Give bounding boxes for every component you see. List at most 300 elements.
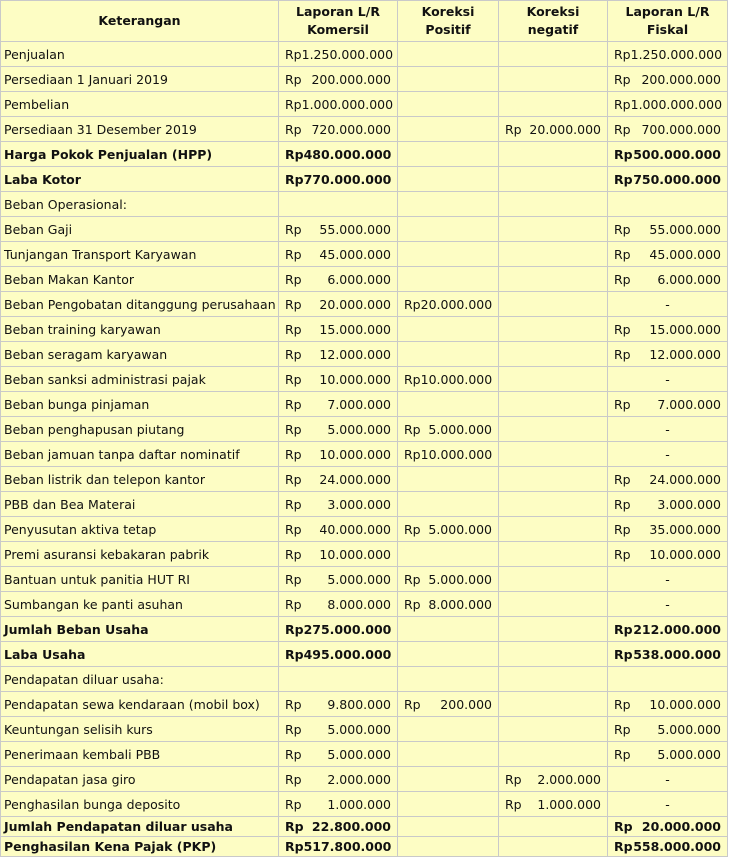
fiskal-cell (608, 517, 728, 542)
header-fiskal-line2: Fiskal (646, 22, 689, 37)
fiskal-value: - (608, 567, 728, 592)
komersil-cell (279, 542, 398, 567)
fiskal-amount (614, 47, 721, 62)
negatif-empty-cell (499, 392, 608, 417)
table-row (1, 492, 728, 517)
row-label: Beban Makan Kantor (1, 267, 279, 292)
table-row (1, 267, 728, 292)
fiskal-cell (608, 142, 728, 167)
negatif-empty-cell (499, 817, 608, 837)
positif-value: 8.000.000 (428, 596, 492, 612)
komersil-value: 3.000.000 (327, 496, 391, 512)
currency-label: Rp (404, 296, 421, 312)
fiskal-value: - (608, 792, 728, 817)
negatif-cell (499, 117, 608, 142)
currency-label: Rp (614, 521, 631, 537)
komersil-amount (285, 272, 391, 287)
komersil-cell (279, 567, 398, 592)
currency-label: Rp (285, 839, 304, 854)
negatif-empty-cell (499, 367, 608, 392)
komersil-value: 6.000.000 (327, 271, 391, 287)
table-row (1, 317, 728, 342)
table-row (1, 42, 728, 67)
currency-label: Rp (285, 346, 302, 362)
currency-label: Rp (614, 46, 631, 62)
negatif-empty-cell (499, 717, 608, 742)
komersil-value: 5.000.000 (327, 746, 391, 762)
currency-label: Rp (285, 421, 302, 437)
komersil-value: 24.000.000 (319, 471, 391, 487)
komersil-value: 1.000.000.000 (301, 96, 394, 112)
negatif-empty-cell (499, 667, 608, 692)
header-komersil-line1: Laporan L/R (296, 4, 380, 19)
positif-amount (404, 372, 492, 387)
positif-amount (404, 597, 492, 612)
komersil-amount (285, 839, 391, 854)
currency-label: Rp (614, 121, 631, 137)
row-label: Penghasilan bunga deposito (1, 792, 279, 817)
positif-empty-cell (398, 242, 499, 267)
positif-empty-cell (398, 67, 499, 92)
fiskal-amount (614, 647, 721, 662)
row-label: Laba Kotor (1, 167, 279, 192)
positif-empty-cell (398, 342, 499, 367)
positif-empty-cell (398, 392, 499, 417)
komersil-amount (285, 422, 391, 437)
komersil-cell (279, 42, 398, 67)
fiskal-value: 7.000.000 (657, 396, 721, 412)
table-body (1, 42, 728, 857)
positif-empty-cell (398, 742, 499, 767)
table-row (1, 517, 728, 542)
header-keterangan: Keterangan (1, 1, 279, 42)
positif-cell (398, 442, 499, 467)
fiskal-amount (614, 697, 721, 712)
positif-amount (404, 297, 492, 312)
fiskal-amount (614, 839, 721, 854)
komersil-amount (285, 247, 391, 262)
komersil-cell (279, 342, 398, 367)
fiskal-value: - (608, 292, 728, 317)
fiskal-amount (614, 819, 721, 834)
row-label: Beban bunga pinjaman (1, 392, 279, 417)
negatif-empty-cell (499, 492, 608, 517)
fiskal-value: 1.250.000.000 (630, 46, 723, 62)
table-row (1, 542, 728, 567)
komersil-cell (279, 617, 398, 642)
currency-label: Rp (285, 221, 302, 237)
row-label: Beban Pengobatan ditanggung perusahaan (1, 292, 279, 317)
positif-empty-cell (398, 667, 499, 692)
komersil-cell (279, 492, 398, 517)
komersil-cell (279, 792, 398, 817)
positif-cell (398, 567, 499, 592)
row-label: Penghasilan Kena Pajak (PKP) (1, 837, 279, 857)
negatif-empty-cell (499, 617, 608, 642)
fiskal-value: - (608, 592, 728, 617)
positif-empty-cell (398, 192, 499, 217)
table-row (1, 817, 728, 837)
currency-label: Rp (614, 221, 631, 237)
table-row (1, 837, 728, 857)
positif-value: 5.000.000 (428, 421, 492, 437)
komersil-amount (285, 172, 391, 187)
komersil-amount (285, 572, 391, 587)
currency-label: Rp (614, 496, 631, 512)
positif-empty-cell (398, 42, 499, 67)
komersil-amount (285, 597, 391, 612)
negatif-empty-cell (499, 217, 608, 242)
row-label: Keuntungan selisih kurs (1, 717, 279, 742)
komersil-cell (279, 467, 398, 492)
positif-empty-cell (398, 467, 499, 492)
currency-label: Rp (505, 121, 522, 137)
row-label: Beban jamuan tanpa daftar nominatif (1, 442, 279, 467)
negatif-empty-cell (499, 542, 608, 567)
fiskal-value: 24.000.000 (649, 471, 721, 487)
fiskal-amount (614, 347, 721, 362)
komersil-amount (285, 222, 391, 237)
komersil-value: 2.000.000 (327, 771, 391, 787)
fiskal-value: 500.000.000 (633, 146, 721, 162)
positif-cell (398, 367, 499, 392)
fiskal-amount (614, 522, 721, 537)
fiskal-cell (608, 692, 728, 717)
row-label: PBB dan Bea Materai (1, 492, 279, 517)
currency-label: Rp (614, 271, 631, 287)
negatif-cell (499, 767, 608, 792)
currency-label: Rp (614, 746, 631, 762)
row-label: Laba Usaha (1, 642, 279, 667)
header-komersil (279, 1, 398, 42)
komersil-value: 15.000.000 (319, 321, 391, 337)
row-label: Pendapatan sewa kendaraan (mobil box) (1, 692, 279, 717)
currency-label: Rp (285, 571, 302, 587)
positif-empty-cell (398, 767, 499, 792)
row-label: Tunjangan Transport Karyawan (1, 242, 279, 267)
fiskal-amount (614, 547, 721, 562)
row-label: Bantuan untuk panitia HUT RI (1, 567, 279, 592)
fiskal-cell (608, 817, 728, 837)
fiskal-value: 10.000.000 (649, 546, 721, 562)
fiskal-cell (608, 742, 728, 767)
fiskal-value: - (608, 367, 728, 392)
fiskal-value: 45.000.000 (649, 246, 721, 262)
currency-label: Rp (614, 839, 633, 854)
komersil-value: 5.000.000 (327, 721, 391, 737)
currency-label: Rp (285, 46, 302, 62)
table-row (1, 142, 728, 167)
positif-empty-cell (398, 792, 499, 817)
komersil-value: 5.000.000 (327, 571, 391, 587)
currency-label: Rp (285, 146, 304, 162)
positif-empty-cell (398, 217, 499, 242)
negatif-empty-cell (499, 167, 608, 192)
fiskal-cell (608, 242, 728, 267)
komersil-cell (279, 767, 398, 792)
positif-empty-cell (398, 267, 499, 292)
positif-empty-cell (398, 837, 499, 857)
positif-value: 5.000.000 (428, 571, 492, 587)
komersil-cell (279, 292, 398, 317)
komersil-amount (285, 397, 391, 412)
komersil-amount (285, 347, 391, 362)
fiskal-cell (608, 837, 728, 857)
komersil-cell (279, 142, 398, 167)
komersil-empty-cell (279, 192, 398, 217)
currency-label: Rp (285, 746, 302, 762)
table-row (1, 717, 728, 742)
positif-empty-cell (398, 817, 499, 837)
komersil-cell (279, 367, 398, 392)
fiskal-cell (608, 267, 728, 292)
currency-label: Rp (614, 71, 631, 87)
komersil-value: 10.000.000 (319, 371, 391, 387)
komersil-amount (285, 522, 391, 537)
komersil-cell (279, 117, 398, 142)
header-koreksi-positif (398, 1, 499, 42)
header-negatif-line1: Koreksi (526, 4, 580, 19)
fiskal-cell (608, 342, 728, 367)
fiskal-value: 750.000.000 (633, 171, 721, 187)
table-row (1, 117, 728, 142)
positif-empty-cell (398, 492, 499, 517)
fiskal-value: 700.000.000 (641, 121, 721, 137)
komersil-cell (279, 692, 398, 717)
positif-value: 20.000.000 (420, 296, 493, 312)
table-row (1, 167, 728, 192)
currency-label: Rp (285, 496, 302, 512)
komersil-value: 8.000.000 (327, 596, 391, 612)
fiskal-cell (608, 92, 728, 117)
table-row (1, 217, 728, 242)
currency-label: Rp (285, 246, 302, 262)
table-row (1, 617, 728, 642)
fiskal-amount (614, 722, 721, 737)
fiskal-amount (614, 397, 721, 412)
fiskal-cell (608, 392, 728, 417)
table-row (1, 392, 728, 417)
negatif-empty-cell (499, 742, 608, 767)
komersil-value: 495.000.000 (303, 646, 392, 662)
fiskal-cell (608, 642, 728, 667)
fiskal-cell (608, 117, 728, 142)
currency-label: Rp (614, 546, 631, 562)
header-row (1, 1, 728, 42)
fiskal-amount (614, 497, 721, 512)
fiskal-amount (614, 247, 721, 262)
row-label: Beban Operasional: (1, 192, 279, 217)
komersil-value: 200.000.000 (311, 71, 391, 87)
komersil-value: 5.000.000 (327, 421, 391, 437)
table-row (1, 192, 728, 217)
row-label: Jumlah Pendapatan diluar usaha (1, 817, 279, 837)
komersil-cell (279, 742, 398, 767)
row-label: Penyusutan aktiva tetap (1, 517, 279, 542)
currency-label: Rp (285, 696, 302, 712)
currency-label: Rp (285, 621, 304, 637)
positif-value: 10.000.000 (420, 446, 493, 462)
row-label: Penerimaan kembali PBB (1, 742, 279, 767)
positif-value: 10.000.000 (420, 371, 493, 387)
row-label: Beban training karyawan (1, 317, 279, 342)
komersil-cell (279, 92, 398, 117)
komersil-cell (279, 392, 398, 417)
currency-label: Rp (285, 596, 302, 612)
fiskal-value: 200.000.000 (641, 71, 721, 87)
negatif-empty-cell (499, 317, 608, 342)
komersil-amount (285, 72, 391, 87)
komersil-value: 20.000.000 (319, 296, 391, 312)
komersil-cell (279, 167, 398, 192)
currency-label: Rp (285, 771, 302, 787)
fiskal-cell (608, 217, 728, 242)
negatif-empty-cell (499, 692, 608, 717)
fiskal-cell (608, 42, 728, 67)
fiskal-cell (608, 717, 728, 742)
positif-empty-cell (398, 167, 499, 192)
header-positif-line1: Koreksi (421, 4, 475, 19)
currency-label: Rp (285, 321, 302, 337)
row-label: Pembelian (1, 92, 279, 117)
fiskal-value: 20.000.000 (641, 819, 721, 834)
komersil-cell (279, 242, 398, 267)
fiskal-cell (608, 317, 728, 342)
table-row (1, 292, 728, 317)
negatif-empty-cell (499, 567, 608, 592)
komersil-cell (279, 817, 398, 837)
fiskal-empty-cell (608, 667, 728, 692)
negatif-value: 2.000.000 (537, 771, 601, 787)
komersil-value: 517.800.000 (303, 839, 392, 854)
row-label: Beban listrik dan telepon kantor (1, 467, 279, 492)
fiskal-value: - (608, 442, 728, 467)
komersil-value: 22.800.000 (311, 819, 391, 834)
table-row (1, 67, 728, 92)
row-label: Penjualan (1, 42, 279, 67)
fiskal-value: - (608, 767, 728, 792)
fiskal-cell (608, 67, 728, 92)
header-fiskal-line1: Laporan L/R (625, 4, 710, 19)
positif-amount (404, 697, 492, 712)
komersil-amount (285, 447, 391, 462)
currency-label: Rp (285, 796, 302, 812)
komersil-value: 275.000.000 (303, 621, 392, 637)
negatif-value: 20.000.000 (529, 121, 601, 137)
komersil-cell (279, 717, 398, 742)
positif-cell (398, 292, 499, 317)
negatif-amount (505, 772, 601, 787)
komersil-amount (285, 747, 391, 762)
negatif-empty-cell (499, 592, 608, 617)
positif-empty-cell (398, 117, 499, 142)
currency-label: Rp (285, 121, 302, 137)
positif-amount (404, 572, 492, 587)
komersil-amount (285, 322, 391, 337)
table-row (1, 792, 728, 817)
negatif-empty-cell (499, 442, 608, 467)
komersil-empty-cell (279, 667, 398, 692)
fiskal-cell (608, 617, 728, 642)
table-row (1, 592, 728, 617)
komersil-amount (285, 122, 391, 137)
currency-label: Rp (285, 96, 302, 112)
currency-label: Rp (614, 621, 633, 637)
table-row (1, 417, 728, 442)
negatif-empty-cell (499, 837, 608, 857)
negatif-empty-cell (499, 192, 608, 217)
header-komersil-line2: Komersil (307, 22, 369, 37)
komersil-value: 45.000.000 (319, 246, 391, 262)
fiskal-amount (614, 472, 721, 487)
fiskal-value: 35.000.000 (649, 521, 721, 537)
fiskal-value: 538.000.000 (633, 646, 721, 662)
row-label: Beban sanksi administrasi pajak (1, 367, 279, 392)
currency-label: Rp (614, 321, 631, 337)
row-label: Beban penghapusan piutang (1, 417, 279, 442)
komersil-value: 720.000.000 (311, 121, 391, 137)
positif-amount (404, 422, 492, 437)
komersil-amount (285, 797, 391, 812)
currency-label: Rp (614, 471, 631, 487)
positif-empty-cell (398, 142, 499, 167)
positif-value: 200.000 (440, 696, 492, 712)
currency-label: Rp (505, 796, 522, 812)
currency-label: Rp (285, 396, 302, 412)
fiskal-cell (608, 467, 728, 492)
currency-label: Rp (285, 446, 302, 462)
fiskal-value: 6.000.000 (657, 271, 721, 287)
positif-cell (398, 592, 499, 617)
komersil-value: 480.000.000 (303, 146, 392, 162)
currency-label: Rp (285, 521, 302, 537)
currency-label: Rp (404, 596, 421, 612)
komersil-value: 1.000.000 (327, 796, 391, 812)
fiskal-value: - (608, 417, 728, 442)
currency-label: Rp (285, 71, 302, 87)
komersil-amount (285, 46, 394, 62)
positif-amount (404, 447, 492, 462)
currency-label: Rp (404, 521, 421, 537)
komersil-amount (285, 547, 391, 562)
komersil-amount (285, 472, 391, 487)
table-row (1, 92, 728, 117)
table-row (1, 467, 728, 492)
komersil-value: 9.800.000 (327, 696, 391, 712)
header-fiskal (608, 1, 728, 42)
currency-label: Rp (614, 696, 631, 712)
currency-label: Rp (404, 571, 421, 587)
komersil-amount (285, 772, 391, 787)
komersil-value: 10.000.000 (319, 546, 391, 562)
row-label: Beban Gaji (1, 217, 279, 242)
fiskal-amount (614, 322, 721, 337)
positif-empty-cell (398, 317, 499, 342)
fiskal-value: 55.000.000 (649, 221, 721, 237)
negatif-empty-cell (499, 417, 608, 442)
currency-label: Rp (404, 696, 421, 712)
positif-empty-cell (398, 617, 499, 642)
row-label: Pendapatan diluar usaha: (1, 667, 279, 692)
fiskal-amount (614, 172, 721, 187)
table-row (1, 767, 728, 792)
positif-empty-cell (398, 92, 499, 117)
header-positif-line2: Positif (425, 22, 471, 37)
fiskal-amount (614, 147, 721, 162)
komersil-value: 55.000.000 (319, 221, 391, 237)
komersil-cell (279, 417, 398, 442)
komersil-value: 40.000.000 (319, 521, 391, 537)
